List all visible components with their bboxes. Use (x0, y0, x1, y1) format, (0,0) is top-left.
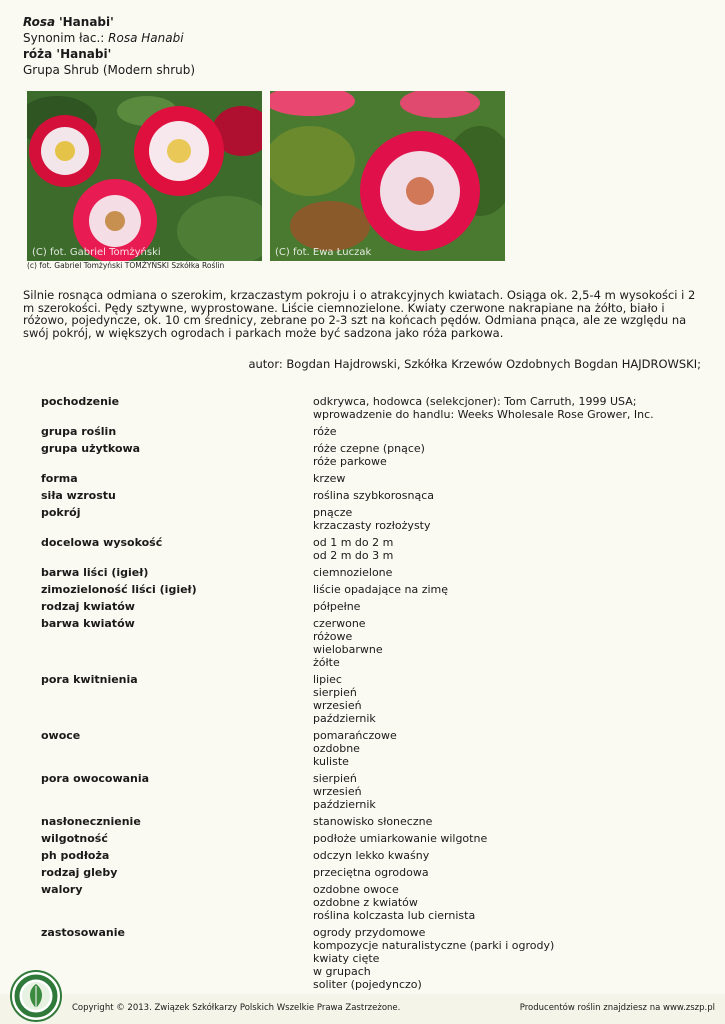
property-values (313, 583, 711, 596)
property-value: róże (313, 425, 337, 438)
property-value: różowe (313, 630, 353, 643)
property-row (41, 425, 711, 438)
properties-table (41, 395, 711, 995)
property-row (41, 395, 711, 421)
property-row (41, 673, 711, 725)
property-row (41, 883, 711, 922)
latin-genus: Rosa (23, 15, 56, 29)
property-label: forma (41, 472, 78, 485)
copyright-text: Copyright © 2013. Związek Szkółkarzy Polskich Wszelkie Prawa Zastrzeżone. (72, 1003, 401, 1013)
property-row (41, 772, 711, 811)
property-label: wilgotność (41, 832, 108, 845)
rose-photo-image (27, 91, 262, 261)
property-value: podłoże umiarkowanie wilgotne (313, 832, 488, 845)
property-row (41, 583, 711, 596)
property-value: kwiaty cięte (313, 952, 380, 965)
property-value: czerwone (313, 617, 366, 630)
property-label: owoce (41, 729, 81, 742)
property-values (313, 395, 711, 421)
property-row (41, 472, 711, 485)
property-row (41, 600, 711, 613)
property-label: zastosowanie (41, 926, 125, 939)
property-row (41, 617, 711, 669)
property-values (313, 536, 711, 562)
photo-caption: (c) fot. Gabriel Tomżyński TOMŻYŃSKI Szkółka Roślin (27, 261, 225, 270)
synonym-line (23, 30, 195, 46)
property-values (313, 600, 711, 613)
property-row (41, 536, 711, 562)
property-value: półpełne (313, 600, 361, 613)
property-value: od 2 m do 3 m (313, 549, 394, 562)
property-value: lipiec (313, 673, 342, 686)
property-label: pochodzenie (41, 395, 120, 408)
property-values (313, 772, 711, 811)
property-value: ciemnozielone (313, 566, 393, 579)
property-row (41, 926, 711, 991)
synonym-value: Rosa Hanabi (108, 31, 184, 45)
property-row (41, 729, 711, 768)
producers-link[interactable]: Producentów roślin znajdziesz na www.zszp.pl (519, 1003, 715, 1013)
property-value: liście opadające na zimę (313, 583, 449, 596)
property-values (313, 673, 711, 725)
property-value: w grupach (313, 965, 371, 978)
rose-photo-1 (27, 91, 262, 261)
property-row (41, 442, 711, 468)
property-label: pokrój (41, 506, 81, 519)
property-row (41, 866, 711, 879)
property-value: odczyn lekko kwaśny (313, 849, 430, 862)
property-value: ozdobne owoce (313, 883, 399, 896)
property-values (313, 883, 711, 922)
property-value: przeciętna ogrodowa (313, 866, 429, 879)
latin-name (23, 14, 195, 30)
property-value: żółte (313, 656, 340, 669)
property-values (313, 832, 711, 845)
property-label: barwa kwiatów (41, 617, 135, 630)
property-value: październik (313, 798, 376, 811)
property-value: krzaczasty rozłożysty (313, 519, 431, 532)
property-label: siła wzrostu (41, 489, 116, 502)
property-row (41, 832, 711, 845)
property-label: rodzaj gleby (41, 866, 118, 879)
author-credit: autor: Bogdan Hajdrowski, Szkółka Krzewów Ozdobnych Bogdan HAJDROWSKI; (248, 357, 701, 371)
property-row (41, 566, 711, 579)
property-label: walory (41, 883, 83, 896)
property-value: październik (313, 712, 376, 725)
property-values (313, 926, 711, 991)
property-values (313, 425, 711, 438)
property-label: zimozieloność liści (igieł) (41, 583, 197, 596)
property-value: roślina kolczasta lub ciernista (313, 909, 476, 922)
property-values (313, 442, 711, 468)
polish-name: róża 'Hanabi' (23, 47, 112, 61)
property-value: roślina szybkorosnąca (313, 489, 435, 502)
plant-description: Silnie rosnąca odmiana o szerokim, krzaczastym pokroju i o atrakcyjnych kwiatach. Osiąga ok. 2,5-4 m wysokości i 2 m szerokości. Pędy sztywne, wyprostowane. Liście ciemnozielone. Kwiaty czerwone nakrapiane na żółto, biało i różowo, pojedyncze, ok. 10 cm średnicy, zebrane po 2-3 szt na końcach pędów. Odmiana pnąca, ale ze względu na swój pokrój, w większych ogrodach i parkach może być sadzona jako róża parkowa. (23, 288, 696, 340)
photo-2-watermark: (C) fot. Ewa Łuczak (275, 247, 372, 258)
property-value: stanowisko słoneczne (313, 815, 433, 828)
property-label: pora kwitnienia (41, 673, 138, 686)
property-label: barwa liści (igieł) (41, 566, 149, 579)
property-label: grupa użytkowa (41, 442, 141, 455)
property-label: docelowa wysokość (41, 536, 163, 549)
property-value: ogrody przydomowe (313, 926, 426, 939)
property-values (313, 729, 711, 768)
property-values (313, 815, 711, 828)
rose-photo-2 (270, 91, 505, 261)
property-value: krzew (313, 472, 346, 485)
plant-group: Grupa Shrub (Modern shrub) (23, 63, 196, 77)
property-value: ozdobne (313, 742, 360, 755)
property-label: nasłonecznienie (41, 815, 141, 828)
property-row (41, 489, 711, 502)
property-row (41, 849, 711, 862)
property-value: wielobarwne (313, 643, 383, 656)
latin-cultivar: 'Hanabi' (58, 15, 114, 29)
property-value: wrzesień (313, 699, 362, 712)
property-value: róże parkowe (313, 455, 387, 468)
property-value: róże czepne (pnące) (313, 442, 425, 455)
property-value: sierpień (313, 772, 357, 785)
property-value: odkrywca, hodowca (selekcjoner): Tom Carruth, 1999 USA; wprowadzenie do handlu: Weeks Wholesale Rose Grower, Inc. (313, 395, 654, 421)
property-label: grupa roślin (41, 425, 117, 438)
rose-photo-image (270, 91, 505, 261)
property-row (41, 815, 711, 828)
property-values (313, 489, 711, 502)
property-values (313, 866, 711, 879)
property-value: soliter (pojedynczo) (313, 978, 422, 991)
property-value: kompozycje naturalistyczne (parki i ogrody) (313, 939, 555, 952)
property-value: kuliste (313, 755, 349, 768)
plant-header (23, 14, 195, 78)
property-label: pora owocowania (41, 772, 150, 785)
property-value: wrzesień (313, 785, 362, 798)
property-value: pnącze (313, 506, 353, 519)
property-values (313, 506, 711, 532)
property-value: sierpień (313, 686, 357, 699)
property-label: rodzaj kwiatów (41, 600, 135, 613)
property-values (313, 566, 711, 579)
photo-1-watermark: (C) fot. Gabriel Tomżyński (32, 247, 161, 258)
property-value: od 1 m do 2 m (313, 536, 394, 549)
property-row (41, 506, 711, 532)
property-value: ozdobne z kwiatów (313, 896, 418, 909)
property-label: ph podłoża (41, 849, 110, 862)
property-values (313, 849, 711, 862)
property-values (313, 472, 711, 485)
property-value: pomarańczowe (313, 729, 397, 742)
synonym-label: Synonim łac.: (23, 31, 109, 45)
nursery-association-logo-icon (10, 970, 62, 1022)
property-values (313, 617, 711, 669)
